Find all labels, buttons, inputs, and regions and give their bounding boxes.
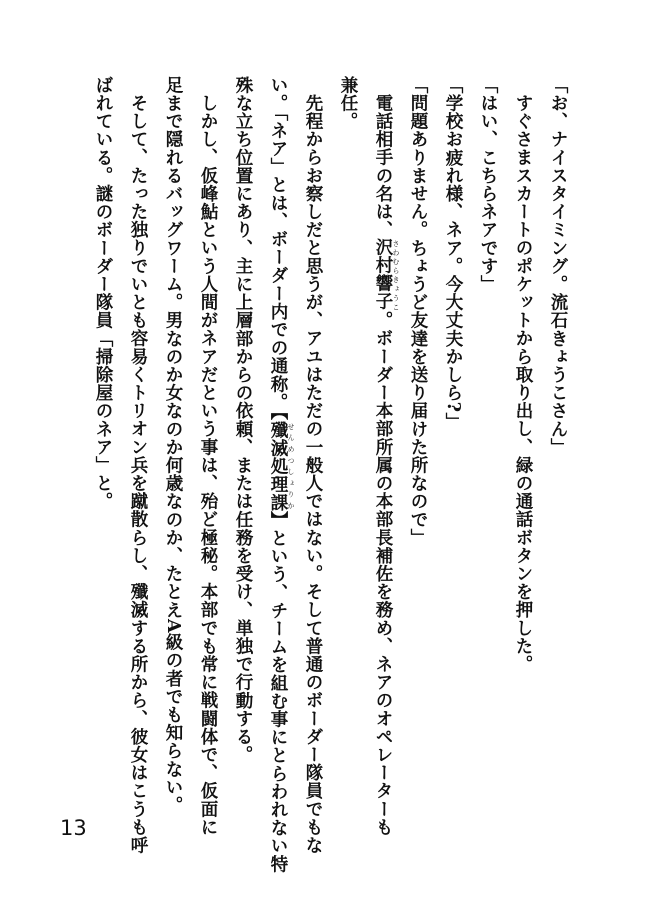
ruby-annotation: 沢村響子 さわむらきょうこ [373,238,400,311]
text-line: 足まで隠れるバッグワーム。男なのか女なのか何歳なのか、たとえA級の者でも知らない。 [163,76,183,815]
text-line: 兼任。 [338,76,358,131]
text-line-with-ruby: 電話相手の名は、沢村響子 さわむらきょうこ。ボーダー本部所属の本部長補佐を務め、ネアのオペレーターも [373,93,400,836]
text-line: 「問題ありません。ちょうど友達を送り届けた所なので」 [408,76,428,547]
text-line: しかし、仮峰鮎という人間がネアだという事は、殆ど極秘。本部でも常に戦闘体で、仮面に [198,93,218,836]
text-line: 「はい、こちらネアです」 [478,76,498,294]
text-line: ばれている。謎のボーダー隊員「掃除屋のネア」と。 [93,76,113,511]
text-line: 殊な立ち位置にあり、主に上層部からの依頼、または任務を受け、単独で行動する。 [233,76,253,764]
text-line: 先程からお察しだと思うが、アユはただの一般人ではない。そして普通のボーダー隊員でもな [303,93,323,854]
text-line: 「お、ナイスタイミング。流石きょうこさん」 [548,76,568,457]
text-line: そして、たった独りでいとも容易くトリオン兵を蹴散らし、殲滅する所から、彼女はこうも呼 [128,93,148,854]
vertical-text-body [75,76,575,873]
ruby-annotation: 殲滅処理課 せんめつしょりか [268,420,295,511]
text-line: 「学校お疲れ様、ネア。今大丈夫かしら?」 [443,76,463,431]
text-line-with-ruby: い。「ネア」とは、ボーダー内での通称。【殲滅処理課 せんめつしょりか】という、チームを組む事にとらわれない特 [268,76,295,873]
text-line: すぐさまスカートのポケットから取り出し、緑の通話ボタンを押した。 [513,93,533,673]
page-number: 13 [60,816,87,840]
